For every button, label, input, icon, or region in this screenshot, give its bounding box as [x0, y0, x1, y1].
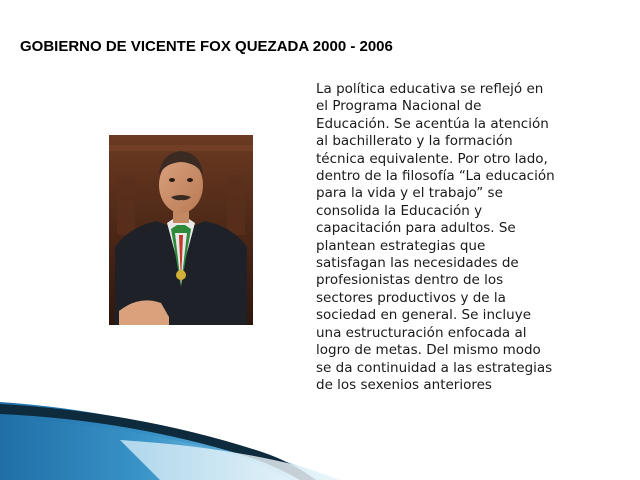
- body-line: logro de metas. Del mismo modo: [316, 342, 541, 359]
- slide-title: GOBIERNO DE VICENTE FOX QUEZADA 2000 - 2006: [20, 38, 393, 55]
- body-line: se da continuidad a las estrategias: [316, 359, 553, 376]
- body-line: al bachillerato y la formación: [316, 133, 513, 150]
- body-line: el Programa Nacional de: [316, 98, 482, 115]
- body-line: plantean estrategias que: [316, 237, 486, 254]
- body-line: sectores productivos y de la: [316, 289, 506, 306]
- body-line: técnica equivalente. Por otro lado,: [316, 150, 548, 167]
- body-line: satisfagan las necesidades de: [316, 255, 519, 272]
- body-line: de los sexenios anteriores: [316, 376, 492, 393]
- body-line: sociedad en general. Se incluye: [316, 307, 532, 324]
- body-line: La política educativa se reflejó en: [316, 81, 544, 97]
- body-line: dentro de la filosofía “La educación: [316, 168, 555, 185]
- body-line: consolida la Educación y: [316, 202, 483, 219]
- body-line: Educación. Se acentúa la atención: [316, 115, 549, 132]
- body-line: capacitación para adultos. Se: [316, 220, 516, 237]
- body-line: una estructuración enfocada al: [316, 324, 527, 341]
- body-line: profesionistas dentro de los: [316, 272, 504, 289]
- body-line: para la vida y el trabajo” se: [316, 185, 503, 202]
